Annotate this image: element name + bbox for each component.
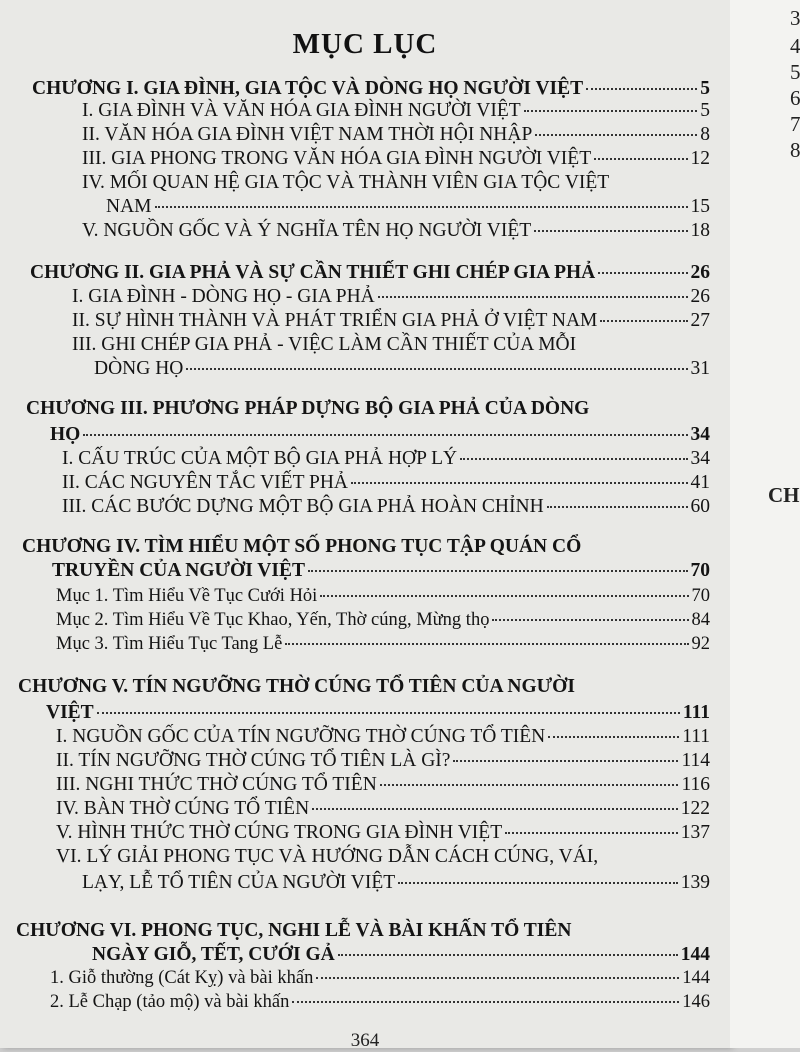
toc-entry-text: VI. LÝ GIẢI PHONG TỤC VÀ HƯỚNG DẪN CÁCH CÚNG, VÁI, [56, 846, 599, 867]
toc-entry [72, 286, 710, 308]
toc-entry [56, 774, 710, 796]
toc-entry [82, 220, 710, 242]
toc-entry-text: II. SỰ HÌNH THÀNH VÀ PHÁT TRIỂN GIA PHẢ Ở VIỆT NAM [72, 310, 598, 331]
toc-chapter-6-cont [92, 944, 710, 966]
toc-entry [56, 846, 710, 868]
toc-entry [56, 586, 710, 607]
toc-entry-text: I. NGUỒN GỐC CỦA TÍN NGƯỠNG THỜ CÚNG TỔ TIÊN [56, 726, 546, 747]
toc-page-number: 60 [690, 496, 710, 517]
toc-entry-text: V. HÌNH THỨC THỜ CÚNG TRONG GIA ĐÌNH VIỆT [56, 822, 503, 843]
adjacent-page-number: 6 [790, 86, 800, 110]
toc-entry-text: III. GIA PHONG TRONG VĂN HÓA GIA ĐÌNH NGƯỜI VIỆT [82, 148, 592, 169]
toc-chapter-4 [22, 536, 710, 558]
toc-entry-text: III. NGHI THỨC THỜ CÚNG TỔ TIÊN [56, 774, 377, 795]
toc-entry-text: IV. MỐI QUAN HỆ GIA TỘC VÀ THÀNH VIÊN GIA TỘC VIỆT [82, 172, 610, 193]
toc-page-number: 84 [691, 610, 710, 630]
toc-entry-text: VIỆT [46, 702, 94, 723]
toc-page-number: 26 [690, 286, 710, 307]
toc-page-number: 34 [690, 424, 710, 445]
toc-entry-text: I. GIA ĐÌNH VÀ VĂN HÓA GIA ĐÌNH NGƯỜI VIỆT [82, 100, 521, 121]
toc-entry-text: DÒNG HỌ [94, 358, 184, 379]
toc-page-number: 144 [682, 968, 710, 988]
toc-entry [50, 968, 710, 989]
toc-page-number: 27 [690, 310, 710, 331]
adjacent-page-number: 7 [790, 112, 800, 136]
toc-chapter-3-cont [50, 424, 710, 446]
toc-page-number: 139 [680, 872, 710, 893]
toc-entry-text: IV. BÀN THỜ CÚNG TỔ TIÊN [56, 798, 310, 819]
toc-title: MỤC LỤC [292, 28, 438, 60]
toc-entry-text: I. GIA ĐÌNH - DÒNG HỌ - GIA PHẢ [72, 286, 375, 307]
toc-entry [94, 358, 710, 380]
toc-entry-text: Mục 2. Tìm Hiểu Về Tục Khao, Yến, Thờ cúng, Mừng thọ [56, 610, 490, 630]
toc-entry-text: V. NGUỒN GỐC VÀ Ý NGHĨA TÊN HỌ NGƯỜI VIỆT [82, 220, 532, 241]
toc-page-number: 15 [690, 196, 710, 217]
toc-page-number: 144 [680, 944, 710, 965]
toc-entry [72, 310, 710, 332]
toc-entry-text: 2. Lễ Chạp (tảo mộ) và bài khấn [50, 992, 290, 1012]
toc-entry [62, 496, 710, 518]
toc-entry-text: II. TÍN NGƯỠNG THỜ CÚNG TỔ TIÊN LÀ GÌ? [56, 750, 451, 771]
toc-entry-text: Mục 3. Tìm Hiểu Tục Tang Lễ [56, 634, 283, 654]
adjacent-page-heading: CH [768, 483, 800, 507]
toc-entry [82, 100, 710, 122]
toc-page-number: 34 [690, 448, 710, 469]
toc-entry-text: CHƯƠNG IV. TÌM HIỂU MỘT SỐ PHONG TỤC TẬP QUÁN CỔ [22, 536, 582, 557]
toc-page-number: 111 [682, 702, 710, 723]
toc-page-number: 122 [680, 798, 710, 819]
toc-page-number: 146 [682, 992, 710, 1012]
toc-entry [56, 822, 710, 844]
toc-entry [106, 196, 710, 218]
toc-entry-text: CHƯƠNG I. GIA ĐÌNH, GIA TỘC VÀ DÒNG HỌ NGƯỜI VIỆT [32, 78, 584, 99]
toc-chapter-5-cont [46, 702, 710, 724]
toc-entry-text: Mục 1. Tìm Hiểu Về Tục Cưới Hỏi [56, 586, 318, 606]
toc-entry [50, 992, 710, 1013]
toc-entry-text: CHƯƠNG VI. PHONG TỤC, NGHI LỄ VÀ BÀI KHẤN TỔ TIÊN [16, 920, 572, 941]
toc-page-number: 70 [690, 560, 710, 581]
toc-page-number: 41 [690, 472, 710, 493]
toc-entry-text: CHƯƠNG III. PHƯƠNG PHÁP DỰNG BỘ GIA PHẢ CỦA DÒNG [26, 398, 590, 419]
toc-page-number: 111 [682, 726, 710, 747]
toc-entry-text: LẠY, LỄ TỔ TIÊN CỦA NGƯỜI VIỆT [82, 872, 396, 893]
toc-entry [56, 798, 710, 820]
toc-page-number: 26 [690, 262, 710, 283]
toc-chapter-4-cont [52, 560, 710, 582]
toc-page-number: 5 [700, 78, 710, 99]
toc-chapter-1 [32, 78, 710, 100]
adjacent-page-number: 5 [790, 60, 800, 84]
toc-entry [82, 148, 710, 170]
toc-page-number: 31 [690, 358, 710, 379]
toc-entry-text: CHƯƠNG II. GIA PHẢ VÀ SỰ CẦN THIẾT GHI CHÉP GIA PHẢ [30, 262, 596, 283]
toc-entry-text: II. CÁC NGUYÊN TẮC VIẾT PHẢ [62, 472, 349, 493]
toc-entry-text: CHƯƠNG V. TÍN NGƯỠNG THỜ CÚNG TỔ TIÊN CỦA NGƯỜI [18, 676, 575, 697]
toc-chapter-5 [18, 676, 710, 698]
toc-page-number: 70 [691, 586, 710, 606]
toc-entry [82, 872, 710, 894]
toc-entry [72, 334, 710, 356]
toc-page-number: 5 [700, 100, 710, 121]
toc-entry [62, 472, 710, 494]
toc-page-number: 114 [681, 750, 710, 771]
toc-entry-text: 1. Giỗ thường (Cát Kỵ) và bài khấn [50, 968, 314, 988]
toc-entry [56, 726, 710, 748]
toc-page-number: 12 [690, 148, 710, 169]
toc-entry-text: I. CẤU TRÚC CỦA MỘT BỘ GIA PHẢ HỢP LÝ [62, 448, 458, 469]
toc-entry [56, 634, 710, 655]
toc-page-number: 137 [680, 822, 710, 843]
toc-entry-text: II. VĂN HÓA GIA ĐÌNH VIỆT NAM THỜI HỘI NHẬP [82, 124, 533, 145]
toc-entry-text: HỌ [50, 424, 81, 445]
toc-entry [56, 610, 710, 631]
toc-entry [82, 124, 710, 146]
page-number: 364 [350, 1030, 380, 1051]
adjacent-page-number: 4 [790, 34, 800, 58]
toc-entry-text: TRUYỀN CỦA NGƯỜI VIỆT [52, 560, 305, 581]
toc-chapter-6 [16, 920, 710, 942]
adjacent-page-number: 3 [790, 6, 800, 30]
adjacent-page-number: 8 [790, 138, 800, 162]
toc-page-number: 116 [681, 774, 710, 795]
toc-entry [56, 750, 710, 772]
toc-entry-text: III. GHI CHÉP GIA PHẢ - VIỆC LÀM CẦN THIẾT CỦA MỖI [72, 334, 577, 355]
adjacent-page [730, 0, 800, 1048]
toc-entry [82, 172, 710, 194]
toc-chapter-2 [30, 262, 710, 284]
toc-page-number: 18 [690, 220, 710, 241]
toc-entry-text: III. CÁC BƯỚC DỰNG MỘT BỘ GIA PHẢ HOÀN CHỈNH [62, 496, 544, 517]
toc-entry-text: NGÀY GIỖ, TẾT, CƯỚI GẢ [92, 944, 335, 965]
toc-chapter-3 [26, 398, 710, 420]
toc-page-number: 8 [700, 124, 710, 145]
toc-entry-text: NAM [106, 196, 152, 217]
toc-entry [62, 448, 710, 470]
toc-page-number: 92 [691, 634, 710, 654]
